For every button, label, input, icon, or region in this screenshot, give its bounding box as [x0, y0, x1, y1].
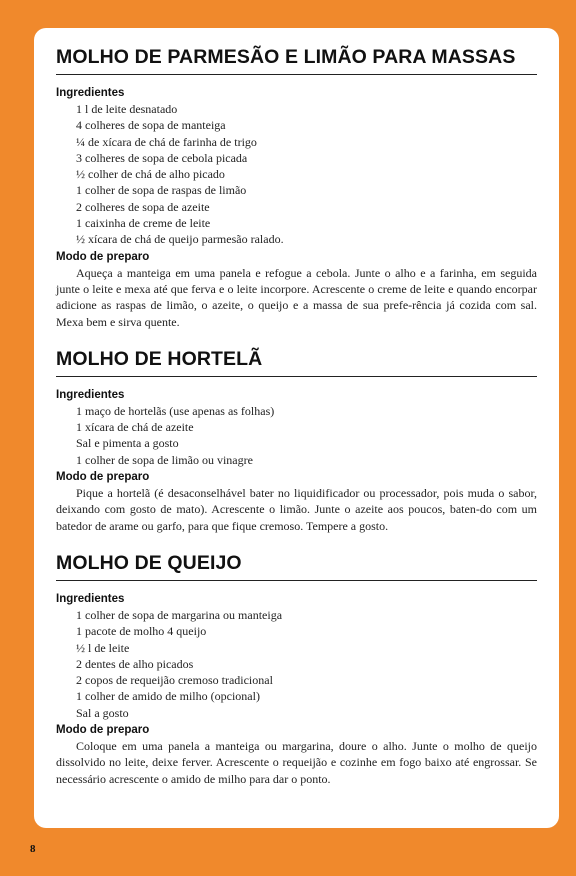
method-label: Modo de preparo	[56, 250, 150, 263]
ingredient-item: 1 pacote de molho 4 queijo	[76, 624, 207, 639]
ingredient-item: 1 colher de amido de milho (opcional)	[76, 689, 260, 704]
ingredient-item: Sal a gosto	[76, 705, 129, 720]
ingredients-label: Ingredientes	[56, 87, 125, 99]
recipe-queijo	[56, 552, 537, 787]
recipe-title: MOLHO DE PARMESÃO E LIMÃO PARA MASSAS	[56, 46, 537, 75]
ingredient-item: ½ l de leite	[76, 640, 130, 655]
ingredient-item: 1 xícara de chá de azeite	[76, 420, 194, 435]
ingredient-item: 2 colheres de sopa de azeite	[76, 199, 210, 214]
ingredient-item: 1 colher de sopa de raspas de limão	[76, 183, 247, 198]
ingredients-label: Ingredientes	[56, 388, 125, 401]
method-text: Aqueça a manteiga em uma panela e refogue a cebola. Junte o alho e a farinha, em seguida junte o leite e mexa até que ferva e o leite incorpore. Acrescente o creme de leite e quando encorpar adicione as raspas de limão, o azeite, o queijo e a massa de sua prefe-rência já cozida com sal. Mexa bem e sirva quente.	[56, 265, 537, 329]
recipe-card	[34, 28, 559, 828]
ingredient-item: ½ xícara de chá de queijo parmesão ralado.	[76, 232, 284, 247]
ingredients-list	[56, 101, 537, 248]
ingredient-item: 1 maço de hortelãs (use apenas as folhas)	[76, 403, 275, 418]
ingredient-item: 1 colher de sopa de limão ou vinagre	[76, 452, 253, 467]
method-label: Modo de preparo	[56, 724, 150, 737]
recipe-parmesao-limao	[56, 46, 537, 330]
ingredient-item: 2 dentes de alho picados	[76, 656, 194, 671]
ingredients-label: Ingredientes	[56, 592, 125, 605]
method-text: Coloque em uma panela a manteiga ou margarina, doure o alho. Junte o molho de queijo dissolvido no leite, deixe ferver. Acrescente o requeijão e cozinhe em fogo baixo até engrossar. Se necessário acrescente o amido de milho para dar o ponto.	[56, 739, 537, 786]
ingredient-item: 1 l de leite desnatado	[76, 102, 178, 116]
ingredient-item: 2 copos de requeijão cremoso tradicional	[76, 673, 273, 688]
method-text: Pique a hortelã (é desaconselhável bater no liquidificador ou processador, pois muda o sabor, deixando com gosto de mato). Acrescente o limão. Junte o azeite aos poucos, baten-do com um batedor de arame ou garfo, para que fique cremoso. Tempere a gosto.	[56, 486, 537, 533]
ingredient-item: 3 colheres de sopa de cebola picada	[76, 150, 248, 165]
ingredient-item: 1 caixinha de creme de leite	[76, 216, 211, 231]
ingredient-item: ½ colher de chá de alho picado	[76, 167, 225, 182]
recipe-title: MOLHO DE HORTELÃ	[56, 348, 537, 377]
ingredient-item: ¼ de xícara de chá de farinha de trigo	[76, 134, 257, 149]
ingredient-item: 1 colher de sopa de margarina ou manteiga	[76, 607, 283, 622]
ingredient-item: 4 colheres de sopa de manteiga	[76, 118, 226, 133]
method-label: Modo de preparo	[56, 471, 150, 484]
page-number: 8	[30, 843, 36, 855]
ingredient-item: Sal e pimenta a gosto	[76, 436, 179, 451]
recipe-hortela	[56, 348, 537, 534]
recipe-title: MOLHO DE QUEIJO	[56, 552, 537, 581]
ingredients-list	[56, 403, 537, 468]
ingredients-list	[56, 607, 537, 721]
